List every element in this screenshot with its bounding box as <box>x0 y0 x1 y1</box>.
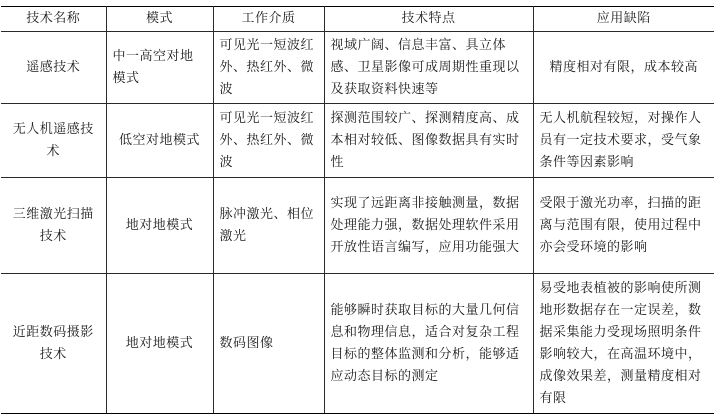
table-row <box>1 178 714 274</box>
cell-tech-name: 无人机遥感技术 <box>1 104 106 178</box>
cell-mode-text: 中一高空对地模式 <box>112 48 194 86</box>
cell-mode: 地对地模式 <box>106 274 213 414</box>
cell-medium: 数码图像 <box>213 274 324 414</box>
table-row <box>1 274 714 414</box>
cell-tech-name: 遥感技术 <box>1 32 106 104</box>
cell-mode: 地对地模式 <box>106 178 213 274</box>
header-features: 技术特点 <box>324 7 533 32</box>
cell-mode <box>106 32 213 104</box>
cell-tech-name: 近距数码摄影技术 <box>1 274 106 414</box>
table-header-row <box>1 7 714 32</box>
header-defects: 应用缺陷 <box>533 7 714 32</box>
cell-defects: 精度相对有限，成本较高 <box>533 32 714 104</box>
cell-defects: 受限于激光功率，扫描的距离与范围有限，使用过程中亦会受环境的影响 <box>533 178 714 274</box>
header-tech-name: 技术名称 <box>1 7 106 32</box>
table-row <box>1 32 714 104</box>
header-medium: 工作介质 <box>213 7 324 32</box>
cell-defects: 易受地表植被的影响使所测地形数据存在一定误差，数据采集能力受现场照明条件影响较大，在高温环境中，成像效果差，测量精度相对有限 <box>533 274 714 414</box>
cell-medium: 可见光一短波红外、热红外、微波 <box>213 32 324 104</box>
cell-features: 探测范围较广、探测精度高、成本相对较低、图像数据具有实时性 <box>324 104 533 178</box>
table-row <box>1 104 714 178</box>
tech-comparison-table <box>1 6 714 414</box>
cell-features: 视域广阔、信息丰富、具立体感、卫星影像可成周期性重现以及获取资料快速等 <box>324 32 533 104</box>
header-mode: 模式 <box>106 7 213 32</box>
cell-features: 实现了远距离非接触测量，数据处理能力强，数据处理软件采用开放性语言编写，应用功能强大 <box>324 178 533 274</box>
cell-mode: 低空对地模式 <box>106 104 213 178</box>
cell-medium: 可见光一短波红外、热红外、微波 <box>213 104 324 178</box>
cell-features: 能够瞬时获取目标的大量几何信息和物理信息，适合对复杂工程目标的整体监测和分析，能够适应动态目标的测定 <box>324 274 533 414</box>
cell-tech-name: 三维激光扫描技术 <box>1 178 106 274</box>
cell-defects: 无人机航程较短，对操作人员有一定技术要求，受气象条件等因素影响 <box>533 104 714 178</box>
cell-medium: 脉冲激光、相位激光 <box>213 178 324 274</box>
